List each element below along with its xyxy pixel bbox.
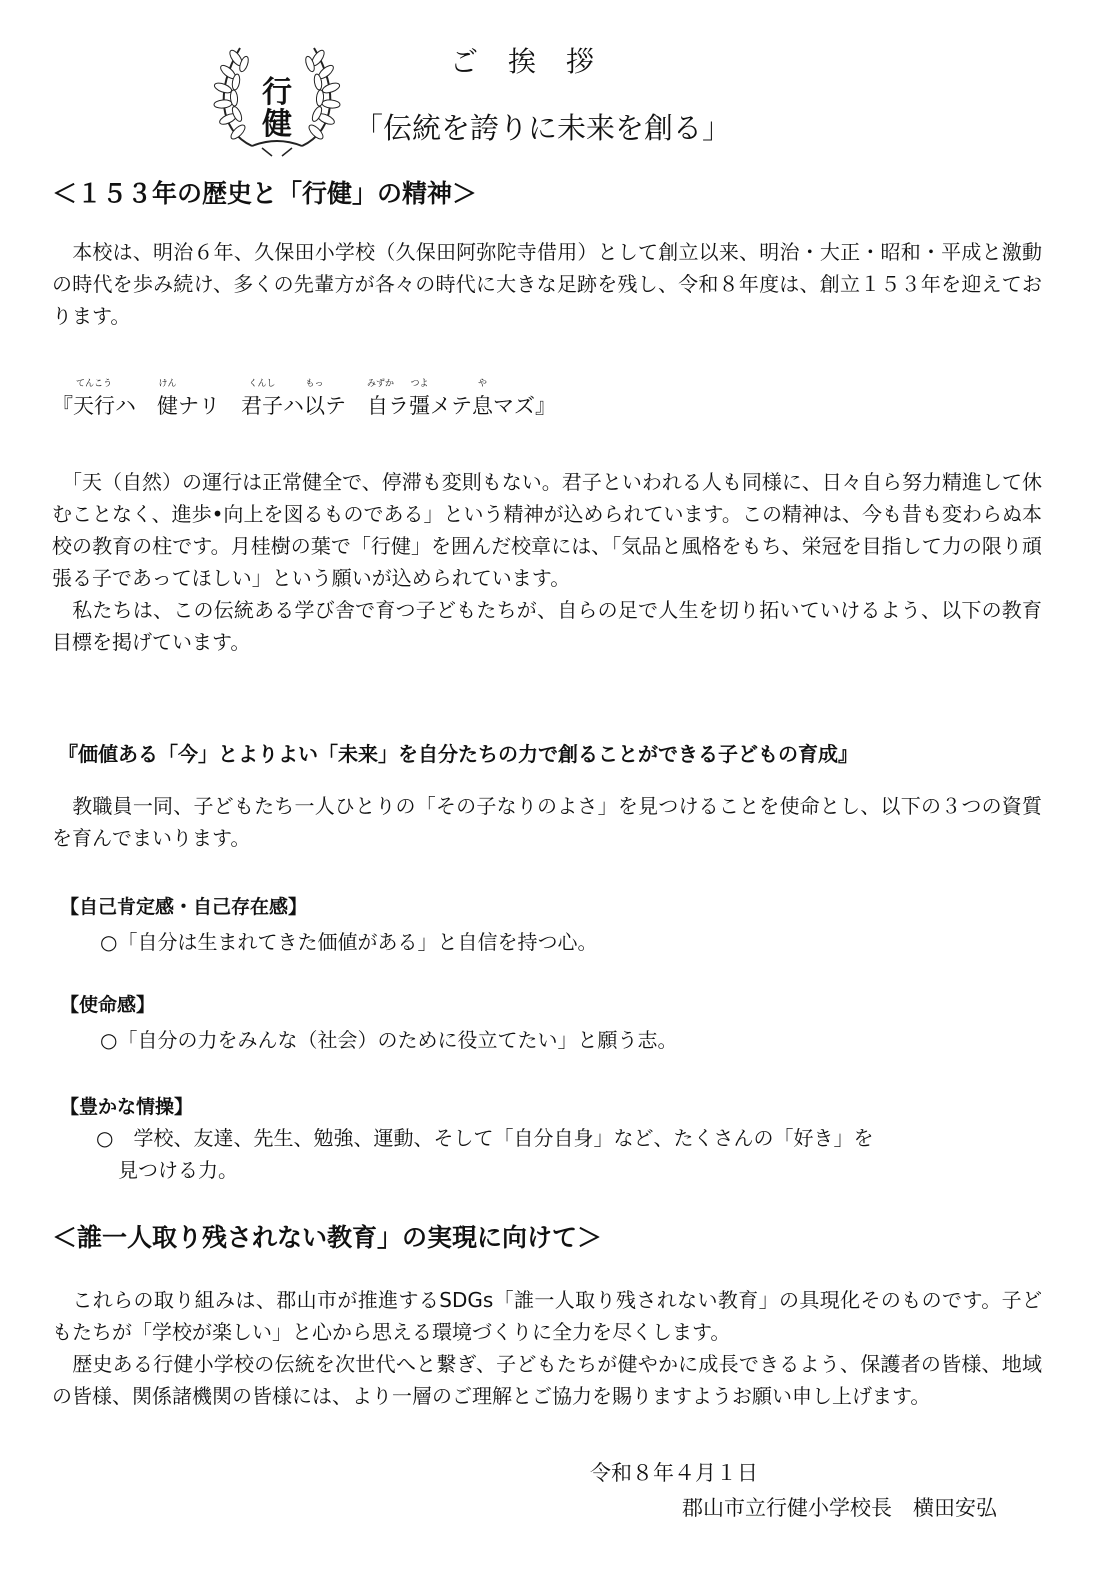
quality-label-mission: 【使命感】 [60,994,156,1016]
furigana: つよ [410,379,429,389]
closing-text: 歴史ある行健小学校の伝統を次世代へと繋ぎ、子どもたちが健やかに成長できるよう、保護者の皆様、地域の皆様、関係諸機関の皆様には、より一層のご理解とご協力を賜りますようお願い申し上げます。 [52,1352,1042,1408]
verse-word-motte: 以 もっ [304,390,325,420]
page-title: ご挨拶 [450,45,625,78]
goal-intro-text: 私たちは、この伝統ある学び舎で育つ子どもたちが、自らの足で人生を切り拓いていけるよう、以下の教育目標を掲げています。 [52,598,1042,654]
emblem-char-bottom: 健 [262,107,292,142]
motto: 「伝統を誇りに未来を創る」 [354,111,732,145]
furigana: もっ [305,379,324,389]
quality-text-sentiment-line2: 見つける力。 [118,1158,238,1182]
section-heading-inclusive: ＜誰一人取り残されない教育」の実現に向けて＞ [52,1223,603,1252]
inclusive-paragraphs [52,1284,1042,1412]
principal-signature: 郡山市立行健小学校長 横田安弘 [682,1496,997,1520]
spirit-paragraphs [52,466,1042,658]
history-text: 本校は、明治６年、久保田小学校（久保田阿弥陀寺借用）として創立以来、明治・大正・昭和・平成と激動の時代を歩み続け、多くの先輩方が各々の時代に大きな足跡を残し、令和８年度は、創立１５３年を迎えております。 [52,240,1042,328]
verse-word-kunshi: 君子 くんし [241,390,283,420]
verse-word-tenkou: 天行 てんこう [73,390,115,420]
furigana: けん [158,379,177,389]
date: 令和８年４月１日 [590,1461,758,1485]
sdgs-text: これらの取り組みは、郡山市が推進するSDGs「誰一人取り残されない教育」の具現化そのものです。子どもたちが「学校が楽しい」と心から思える環境づくりに全力を尽くします。 [52,1288,1042,1344]
quality-text-self-esteem: ○「自分は生まれてきた価値がある」と自信を持つ心。 [100,930,598,954]
verse-word-tsuyo: 彊 つよ [409,390,430,420]
qualities-intro-text: 教職員一同、子どもたち一人ひとりの「その子なりのよさ」を見つけることを使命とし、以下の３つの資質を育んでまいります。 [52,794,1042,850]
quality-text-sentiment [96,1122,1026,1186]
school-motto-verse: 『天行 てんこう ハ 健 けん ナリ 君子 くんし ハ以 もっ テ 自 みずか ラ彊 つよ メテ息 や マズ』 [52,390,556,420]
verse-bracket-open: 『 [52,394,73,418]
furigana: くんし [248,379,276,389]
verse-word-mizukara: 自 みずか [367,390,388,420]
spirit-text: 「天（自然）の運行は正常健全で、停滞も変則もない。君子といわれる人も同様に、日々自ら努力精進して休むことなく、進歩•向上を図るものである」という精神が込められています。この精神は、今も昔も変わらぬ本校の教育の柱です。月桂樹の葉で「行健」を囲んだ校章には、「気品と風格をもち、栄冠を目指して力の限り頑張る子であってほしい」という願いが込められています。 [52,470,1042,590]
quality-label-self-esteem: 【自己肯定感・自己存在感】 [60,896,308,918]
quality-label-sentiment: 【豊かな情操】 [60,1096,194,1118]
emblem-char-top: 行 [262,75,292,110]
furigana: てんこう [75,379,112,389]
education-goal: 『価値ある「今」とよりよい「未来」を自分たちの力で創ることができる子どもの育成』 [58,742,858,766]
quality-text-mission: ○「自分の力をみんな（社会）のために役立てたい」と願う志。 [100,1028,678,1052]
quality-text-sentiment-line1: ○ 学校、友達、先生、勉強、運動、そして「自分自身」など、たくさんの「好き」を [96,1126,874,1150]
furigana: や [477,379,487,389]
section-heading-history: ＜１５３年の歴史と「行健」の精神＞ [52,179,478,208]
school-emblem [212,36,342,161]
qualities-intro [52,790,1042,854]
verse-word-ya: 息 や [472,390,493,420]
furigana: みずか [367,379,395,389]
history-paragraph [52,236,1042,332]
verse-word-ken: 健 けん [157,390,178,420]
